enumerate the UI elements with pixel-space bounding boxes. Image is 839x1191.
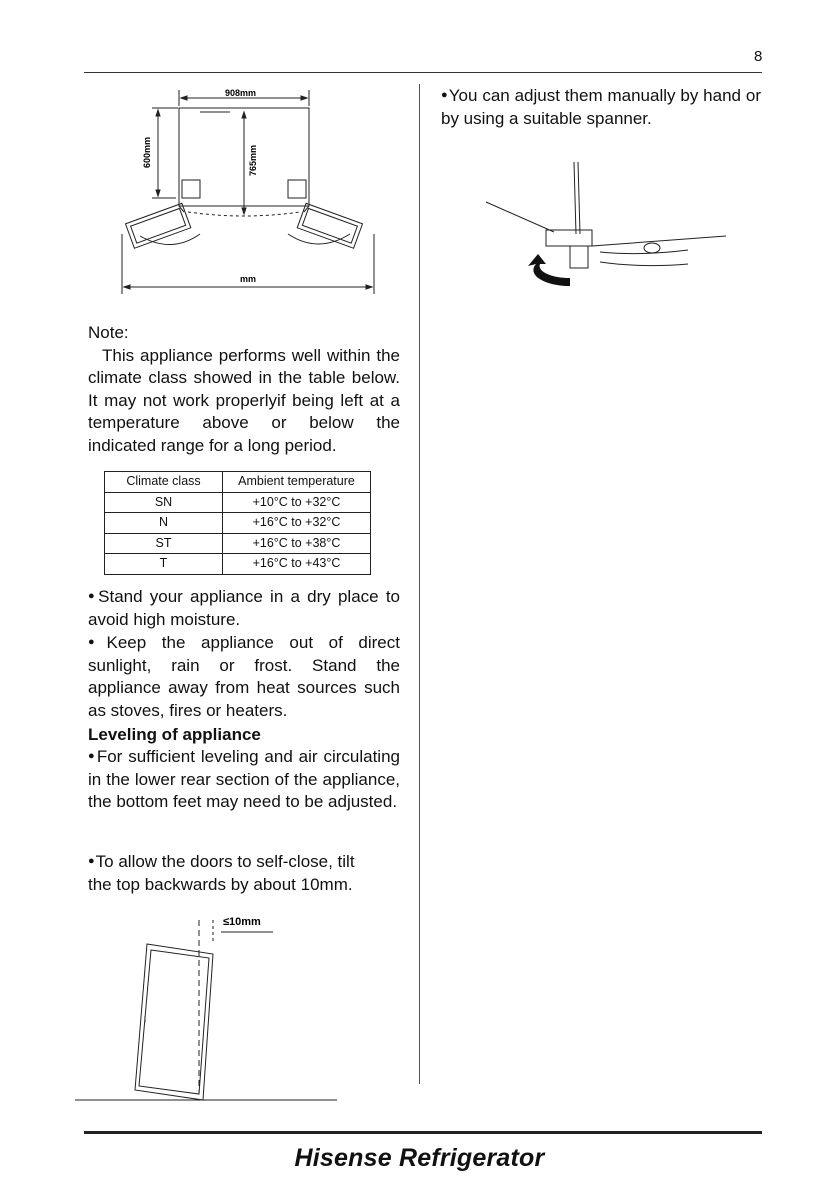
table-row [105, 492, 371, 513]
fridge-dimension-diagram [112, 84, 384, 294]
header-rule [84, 72, 762, 73]
page-number: 8 [754, 48, 763, 65]
table-cell: +10°C to +32°C [223, 492, 371, 513]
note-text: This appliance performs well within the climate class showed in the table below. It may not work properlyif being left at a temperature above or below the indicated range for a long period. [88, 345, 400, 455]
table-row [105, 554, 371, 575]
note-block [88, 322, 400, 457]
bullet-icon: ● [88, 855, 95, 867]
bullet-adjust [441, 84, 761, 130]
placement-bullets [88, 585, 400, 722]
table-cell: SN [105, 492, 223, 513]
bullet-icon: ● [88, 590, 98, 602]
table-row [105, 533, 371, 554]
bullet-icon: ● [88, 750, 96, 762]
tilt-label: ≤10mm [223, 916, 261, 928]
adjust-instruction [441, 84, 761, 130]
leveling-section [88, 725, 400, 814]
bullet-icon: ● [88, 636, 106, 648]
tilt-instruction [88, 850, 378, 896]
adjusting-foot-illustration [482, 160, 728, 300]
column-divider [419, 84, 420, 1084]
table-row [105, 513, 371, 534]
open-depth-label: 765mm [248, 144, 258, 176]
bullet-leveling [88, 745, 400, 814]
brand-footer: Hisense Refrigerator [294, 1144, 545, 1172]
table-header-row [105, 472, 371, 493]
bullet-text: For sufficient leveling and air circulating in the lower rear section of the appliance, the bottom feet may need to be adjusted. [88, 747, 400, 811]
climate-class-table [104, 471, 371, 575]
depth-label: 600mm [142, 136, 152, 168]
table-header-cell: Ambient temperature [223, 472, 371, 493]
note-title: Note: [88, 323, 129, 342]
footer-rule [84, 1131, 762, 1134]
table-cell: T [105, 554, 223, 575]
bullet-sunlight [88, 631, 400, 722]
overall-width-label: mm [240, 274, 257, 284]
table-cell: +16°C to +32°C [223, 513, 371, 534]
table-header-cell: Climate class [105, 472, 223, 493]
bullet-text: Stand your appliance in a dry place to avoid high moisture. [88, 587, 400, 629]
bullet-text: You can adjust them manually by hand or by using a suitable spanner. [441, 86, 761, 128]
bullet-tilt [88, 850, 378, 896]
bullet-dry-place [88, 585, 400, 631]
rotate-arrow-icon [528, 254, 570, 286]
table-cell: +16°C to +43°C [223, 554, 371, 575]
table-cell: +16°C to +38°C [223, 533, 371, 554]
bullet-icon: ● [441, 89, 448, 101]
leveling-heading: Leveling of appliance [88, 725, 261, 744]
table-cell: ST [105, 533, 223, 554]
bullet-text: To allow the doors to self-close, tilt the top backwards by about 10mm. [88, 852, 355, 894]
bullet-text: Keep the appliance out of direct sunlight, rain or frost. Stand the appliance away from heat sources such as stoves, fires or heaters. [88, 633, 400, 720]
table-cell: N [105, 513, 223, 534]
tilt-diagram [75, 912, 337, 1104]
width-label: 908mm [225, 88, 257, 98]
